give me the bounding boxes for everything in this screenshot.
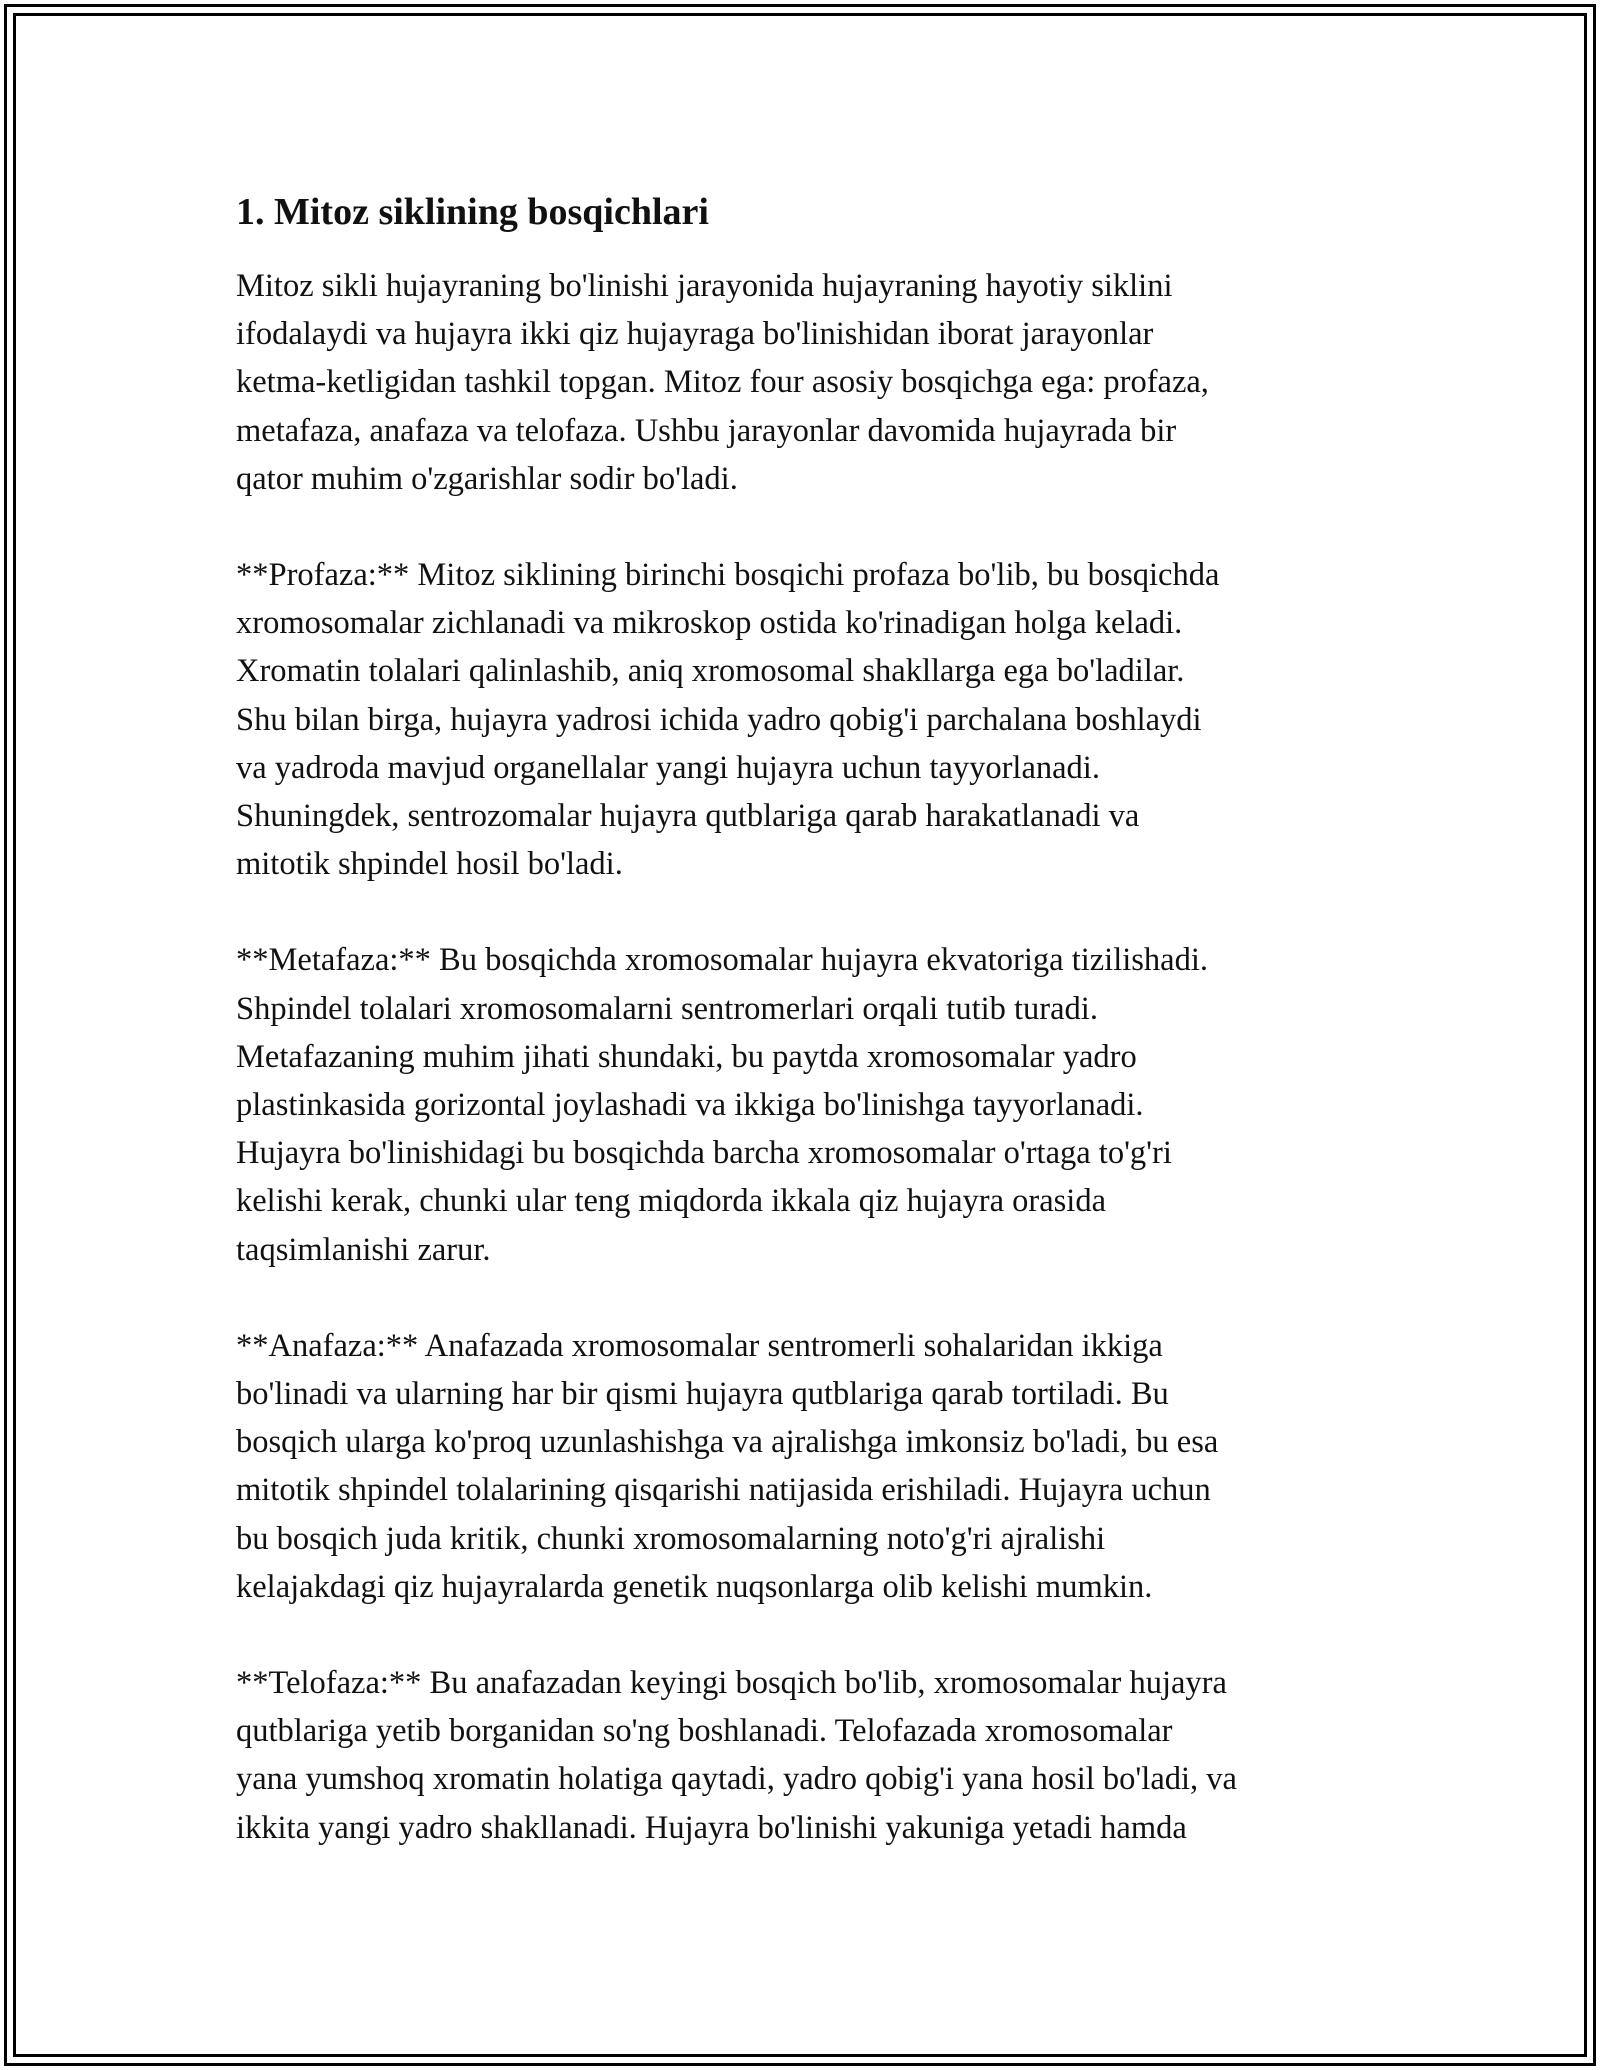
text-line: kelishi kerak, chunki ular teng miqdorda ikkala qiz hujayra orasida	[236, 1183, 1106, 1220]
text-line: xromosomalar zichlanadi va mikroskop ostida ko'rinadigan holga keladi.	[236, 605, 1183, 642]
text-line: qator muhim o'zgarishlar sodir bo'ladi.	[236, 460, 738, 497]
text-line: plastinkasida gorizontal joylashadi va ikkiga bo'linishga tayyorlanadi.	[236, 1087, 1144, 1124]
text-line: Hujayra bo'linishidagi bu bosqichda barcha xromosomalar o'rtaga to'g'ri	[236, 1135, 1172, 1172]
text-line: **Telofaza:** Bu anafazadan keyingi bosqich bo'lib, xromosomalar hujayra	[236, 1665, 1227, 1702]
text-line: **Metafaza:** Bu bosqichda xromosomalar hujayra ekvatoriga tizilishadi.	[236, 942, 1209, 979]
text-line: Xromatin tolalari qalinlashib, aniq xromosomal shakllarga ega bo'ladilar.	[236, 653, 1185, 690]
text-line: yana yumshoq xromatin holatiga qaytadi, yadro qobig'i yana hosil bo'ladi, va	[236, 1761, 1237, 1798]
text-line: Shuningdek, sentrozomalar hujayra qutblariga qarab harakatlanadi va	[236, 798, 1140, 835]
paragraph-profaza	[236, 551, 1396, 888]
text-line: ifodalaydi va hujayra ikki qiz hujayraga bo'linishidan iborat jarayonlar	[236, 316, 1154, 353]
paragraph-intro	[236, 262, 1396, 503]
text-line: ketma-ketligidan tashkil topgan. Mitoz four asosiy bosqichga ega: profaza,	[236, 364, 1209, 401]
text-line: bu bosqich juda kritik, chunki xromosomalarning noto'g'ri ajralishi	[236, 1520, 1106, 1557]
text-line: ikkita yangi yadro shakllanadi. Hujayra bo'linishi yakuniga yetadi hamda	[236, 1809, 1187, 1846]
section-heading: 1. Mitoz siklining bosqichlari	[236, 191, 709, 233]
text-line: mitotik shpindel hosil bo'ladi.	[236, 846, 623, 883]
text-line: bosqich ularga ko'proq uzunlashishga va ajralishga imkonsiz bo'ladi, bu esa	[236, 1424, 1219, 1461]
text-line: qutblariga yetib borganidan so'ng boshlanadi. Telofazada xromosomalar	[236, 1713, 1173, 1750]
paragraph-telofaza	[236, 1659, 1396, 1852]
text-line: bo'linadi va ularning har bir qismi hujayra qutblariga qarab tortiladi. Bu	[236, 1376, 1169, 1413]
text-line: Shu bilan birga, hujayra yadrosi ichida yadro qobig'i parchalana boshlaydi	[236, 701, 1202, 738]
text-line: metafaza, anafaza va telofaza. Ushbu jarayonlar davomida hujayrada bir	[236, 412, 1177, 449]
text-line: va yadroda mavjud organellalar yangi hujayra uchun tayyorlanadi.	[236, 749, 1100, 786]
text-line: Shpindel tolalari xromosomalarni sentromerlari orqali tutib turadi.	[236, 990, 1098, 1027]
text-line: kelajakdagi qiz hujayralarda genetik nuqsonlarga olib kelishi mumkin.	[236, 1568, 1153, 1605]
text-line: taqsimlanishi zarur.	[236, 1231, 491, 1268]
text-line: **Profaza:** Mitoz siklining birinchi bosqichi profaza bo'lib, bu bosqichda	[236, 557, 1220, 594]
document-body	[236, 188, 1396, 1900]
text-line: Mitoz sikli hujayraning bo'linishi jarayonida hujayraning hayotiy siklini	[236, 268, 1173, 304]
paragraph-metafaza	[236, 936, 1396, 1273]
text-line: **Anafaza:** Anafazada xromosomalar sentromerli sohalaridan ikkiga	[236, 1327, 1163, 1364]
paragraph-anafaza	[236, 1322, 1396, 1611]
text-line: Metafazaning muhim jihati shundaki, bu paytda xromosomalar yadro	[236, 1038, 1137, 1075]
text-line: mitotik shpindel tolalarining qisqarishi natijasida erishiladi. Hujayra uchun	[236, 1472, 1211, 1509]
